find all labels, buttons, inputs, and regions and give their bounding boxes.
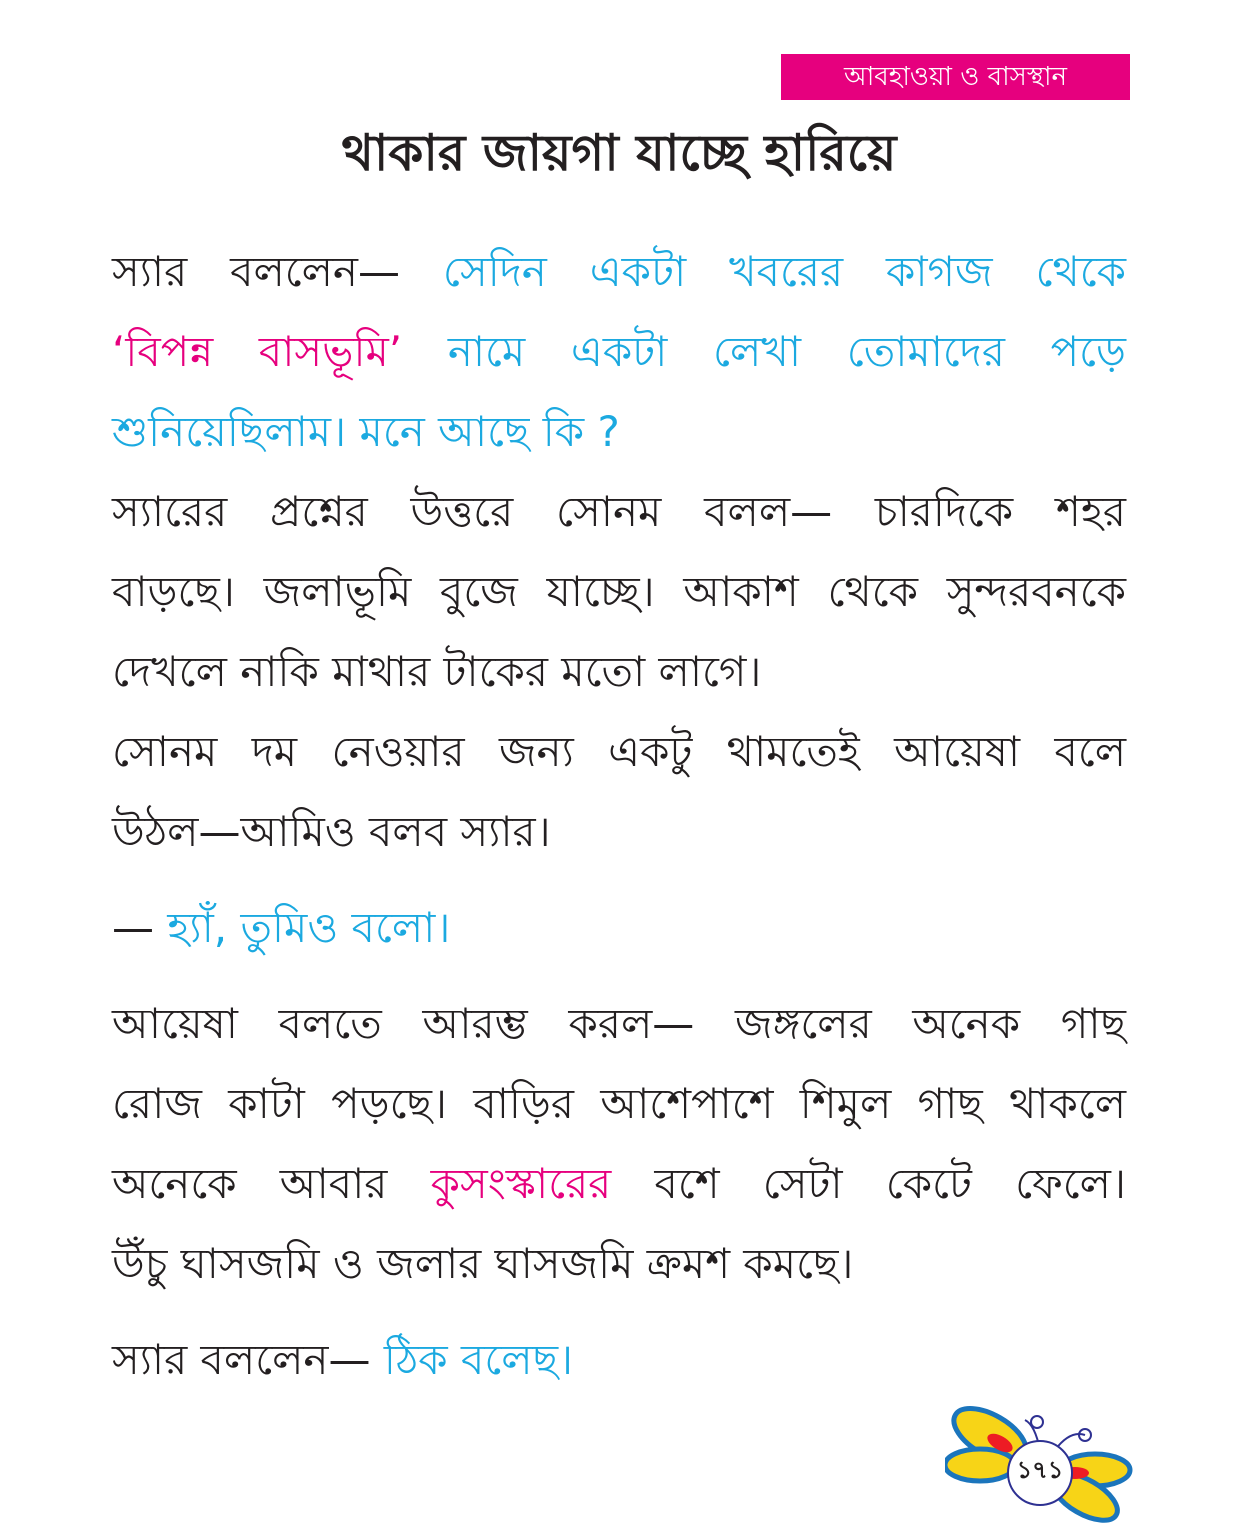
body-text: উঠল—আমিও বলব স্যার। [112, 807, 551, 856]
text-line [112, 1224, 1126, 1304]
text-line [112, 632, 1126, 712]
text-line [112, 712, 1126, 792]
text-line [112, 888, 1126, 968]
body-text: দেখলে নাকি মাথার টাকের মতো লাগে। [112, 647, 762, 696]
body-text: স্যার বললেন— [112, 1335, 384, 1384]
highlighted-term: কুসংস্কারের [430, 1159, 612, 1208]
body-text: আয়েষা বলতে আরম্ভ করল— জঙ্গলের অনেক গাছ [112, 999, 1126, 1048]
body-text: সোনম দম নেওয়ার জন্য একটু থামতেই আয়েষা বলে [112, 727, 1126, 776]
text-line [112, 984, 1126, 1064]
paragraph [112, 984, 1126, 1304]
chapter-tag: আবহাওয়া ও বাসস্থান [781, 54, 1130, 100]
text-line [112, 232, 1126, 312]
story-body [112, 232, 1126, 1400]
text-line [112, 552, 1126, 632]
dialogue-text: সেদিন একটা খবরের কাগজ থেকে [442, 247, 1126, 296]
body-text: রোজ কাটা পড়ছে। বাড়ির আশেপাশে শিমুল গাছ থাকলে [112, 1079, 1126, 1128]
paragraph-gap [112, 968, 1126, 984]
paragraph [112, 1320, 1126, 1400]
text-line [112, 392, 1126, 472]
text-line [112, 792, 1126, 872]
dialogue-text: নামে একটা লেখা তোমাদের পড়ে [447, 327, 1126, 376]
text-line [112, 472, 1126, 552]
dialogue-text: হ্যাঁ, তুমিও বলো। [167, 903, 451, 952]
body-text: অনেকে আবার [112, 1159, 431, 1208]
body-text: উঁচু ঘাসজমি ও জলার ঘাসজমি ক্রমশ কমছে। [112, 1239, 854, 1288]
body-text: — [112, 903, 168, 952]
page-title: থাকার জায়গা যাচ্ছে হারিয়ে [341, 124, 897, 182]
page-number: ১৭১ [1016, 1456, 1064, 1484]
text-line [112, 1064, 1126, 1144]
dialogue-text: ঠিক বলেছ। [383, 1335, 574, 1384]
paragraph-gap [112, 872, 1126, 888]
paragraph [112, 232, 1126, 472]
highlighted-term: ‘বিপন্ন বাসভূমি’ [112, 327, 448, 376]
dialogue-text: শুনিয়েছিলাম। মনে আছে কি ? [112, 407, 620, 456]
body-text: বাড়ছে। জলাভূমি বুজে যাচ্ছে। আকাশ থেকে সুন্দরবনকে [112, 567, 1126, 616]
paragraph [112, 712, 1126, 872]
paragraph-gap [112, 1304, 1126, 1320]
body-text: স্যারের প্রশ্নের উত্তরে সোনম বলল— চারদিকে শহর [112, 487, 1126, 536]
text-line [112, 312, 1126, 392]
paragraph [112, 472, 1126, 712]
paragraph [112, 888, 1126, 968]
body-text: বশে সেটা কেটে ফেলে। [611, 1159, 1127, 1208]
text-line [112, 1320, 1126, 1400]
body-text: স্যার বললেন— [112, 247, 443, 296]
text-line [112, 1144, 1126, 1224]
